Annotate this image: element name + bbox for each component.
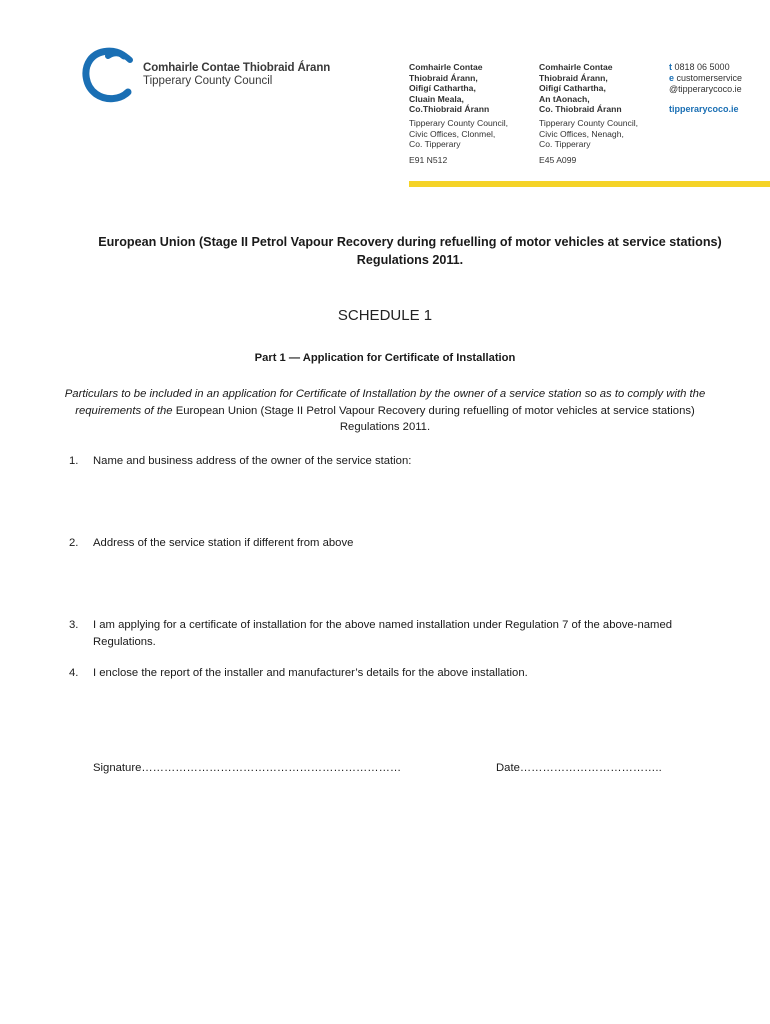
address-line: Co.Thiobraid Árann <box>409 104 490 115</box>
address-line: Civic Offices, Nenagh, <box>539 128 624 139</box>
address-line: Thiobraid Árann, <box>409 72 478 83</box>
list-item-number: 4. <box>69 667 79 679</box>
council-name-irish: Comhairle Contae Thiobraid Árann <box>143 62 331 74</box>
list-item-text: I am applying for a certificate of installation for the above named installation under Regulation 7 of the above-named Regulations. <box>93 619 673 648</box>
list-item <box>69 665 709 682</box>
phone-number: 0818 06 5000 <box>674 62 730 72</box>
list-item-text: Name and business address of the owner of the service station: <box>93 455 412 467</box>
eircode: E91 N512 <box>409 154 448 165</box>
address-line: Oifigí Cathartha, <box>409 83 476 94</box>
council-name <box>143 62 330 88</box>
list-item <box>69 535 709 552</box>
header-accent-bar <box>409 181 770 187</box>
address-line: Civic Offices, Clonmel, <box>409 128 496 139</box>
part-heading: Part 1 — Application for Certificate of Installation <box>254 352 516 364</box>
address-line: Cluain Meala, <box>409 93 464 104</box>
schedule-heading: SCHEDULE 1 <box>337 307 433 324</box>
document-title: European Union (Stage II Petrol Vapour Recovery during refuelling of motor vehicles at service stations) Regulations 2011. <box>98 235 722 267</box>
signature-line[interactable]: Signature…………………………………………………………… <box>93 762 402 774</box>
contact-block <box>669 62 742 115</box>
list-item <box>69 453 709 470</box>
list-item-number: 2. <box>69 537 79 549</box>
list-item-number: 1. <box>69 455 79 467</box>
address-line: Co. Tipperary <box>539 139 591 150</box>
address-line: Tipperary County Council, <box>539 117 639 128</box>
address-line: Co. Thiobraid Árann <box>539 104 622 115</box>
address-clonmel <box>409 62 508 165</box>
date-line[interactable]: Date……………………………….. <box>496 762 662 774</box>
council-name-english: Tipperary County Council <box>143 75 273 87</box>
address-line: Co. Tipperary <box>409 139 461 150</box>
address-line: Oifigí Cathartha, <box>539 83 606 94</box>
council-logo-icon <box>80 46 138 104</box>
list-item-text: I enclose the report of the installer and manufacturer’s details for the above installation. <box>93 667 528 679</box>
list-item-text: Address of the service station if different from above <box>93 537 354 549</box>
email-line-1: customerservice <box>676 73 743 83</box>
particulars-italic: Particulars to be included in an application for Certificate of Installation by the owner of a service station so as to comply with the requirements of the <box>64 388 706 417</box>
particulars-regulation: European Union (Stage II Petrol Vapour Recovery during refuelling of motor vehicles at service stations) Regulations 2011. <box>175 404 695 433</box>
website-link[interactable]: tipperarycoco.ie <box>669 104 739 114</box>
address-line: Comhairle Contae <box>409 62 483 72</box>
list-item <box>69 617 709 650</box>
email-line-2: @tipperarycoco.ie <box>669 84 742 94</box>
address-line: Tipperary County Council, <box>409 117 509 128</box>
address-nenagh <box>539 62 638 165</box>
list-item-number: 3. <box>69 619 79 631</box>
email-label: e <box>669 73 675 83</box>
particulars-paragraph <box>52 386 718 436</box>
address-line: Comhairle Contae <box>539 62 613 72</box>
address-line: An tAonach, <box>539 93 590 104</box>
phone-label: t <box>669 62 672 72</box>
address-line: Thiobraid Árann, <box>539 72 608 83</box>
eircode: E45 A099 <box>539 154 577 165</box>
